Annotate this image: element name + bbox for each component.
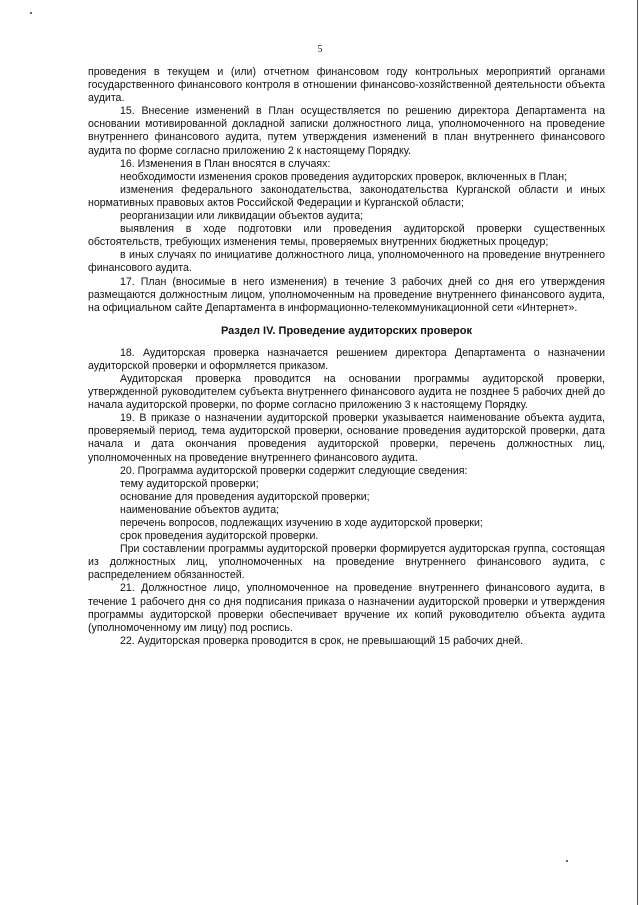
paragraph-20: 20. Программа аудиторской проверки содержит следующие сведения: [120, 464, 468, 477]
scan-edge-line [637, 0, 638, 905]
scan-speck [30, 12, 32, 14]
paragraph-19: 19. В приказе о назначении аудиторской проверки указывается наименование объекта аудита, проверяемый период, тема аудиторской проверки, основание проведения аудиторской проверки, дата начала и дата окончания проведения аудиторской проверки, перечень должностных лиц, уполномоченных на проведение внутреннего финансового аудита. [88, 412, 605, 464]
list-item-case-4: выявления в ходе подготовки или проведения аудиторской проверки существенных обстоятельств, требующих изменения темы, проверяемых внутренних бюджетных процедур; [88, 223, 605, 249]
paragraph-18-program: Аудиторская проверка проводится на основании программы аудиторской проверки, утвержденной руководителем субъекта внутреннего финансового аудита не позднее 5 рабочих дней до начала аудиторской проверки, по форме согласно приложению 3 к настоящему Порядку. [88, 372, 605, 412]
paragraph-21: 21. Должностное лицо, уполномоченное на проведение внутреннего финансового аудита, в течение 1 рабочего дня со дня подписания приказа о назначении аудиторской проверки и утверждения программы аудиторской проверки обеспечивает вручение их копий руководителю объекта аудита (уполномоченному им лицу) под роспись. [88, 582, 605, 634]
list-item-program-1: тему аудиторской проверки; [120, 477, 259, 490]
list-item-program-5: срок проведения аудиторской проверки. [120, 530, 319, 543]
paragraph-18: 18. Аудиторская проверка назначается решением директора Департамента о назначении аудиторской проверки и оформляется приказом. [88, 346, 605, 372]
section-heading: Раздел IV. Проведение аудиторских проверок [220, 324, 473, 337]
paragraph-15: 15. Внесение изменений в План осуществляется по решению директора Департамента на основании мотивированной докладной записки должностного лица, уполномоченного на проведение внутреннего финансового аудита, путем утверждения изменений в план внутреннего финансового аудита по форме согласно приложению 2 к настоящему Порядку. [88, 105, 605, 157]
page-number: 5 [317, 44, 323, 55]
document-body [88, 66, 605, 648]
list-item-program-2: основание для проведения аудиторской проверки; [120, 490, 370, 503]
paragraph-17: 17. План (вносимые в него изменения) в течение 3 рабочих дней со дня его утверждения размещаются должностным лицом, уполномоченным на проведение внутреннего финансового аудита, на официальном сайте Департамента в информационно-телекоммуникационной сети «Интернет». [88, 275, 605, 314]
paragraph-20-group: При составлении программы аудиторской проверки формируется аудиторская группа, состоящая из должностных лиц, уполномоченных на проведение внутреннего финансового аудита, с распределением обязанностей. [88, 543, 605, 582]
list-item-program-3: наименование объектов аудита; [120, 503, 280, 516]
list-item-program-4: перечень вопросов, подлежащих изучению в ходе аудиторской проверки; [120, 517, 483, 529]
scan-speck [566, 860, 568, 862]
paragraph-16: 16. Изменения в План вносятся в случаях: [120, 157, 331, 170]
paragraph-22: 22. Аудиторская проверка проводится в срок, не превышающий 15 рабочих дней. [120, 634, 524, 647]
list-item-case-2: изменения федерального законодательства, законодательства Курганской области и иных нормативных правовых актов Российской Федерации и Курганской области; [88, 183, 605, 209]
paragraph-continuation: проведения в текущем и (или) отчетном финансовом году контрольных мероприятий органами государственного финансового контроля в отношении финансово-хозяйственной деятельности объекта аудита. [88, 66, 605, 105]
list-item-case-5: в иных случаях по инициативе должностного лица, уполномоченного на проведение внутреннего финансового аудита. [88, 249, 605, 275]
list-item-case-1: необходимости изменения сроков проведения аудиторских проверок, включенных в План; [120, 170, 568, 183]
list-item-case-3: реорганизации или ликвидации объектов аудита; [120, 210, 364, 223]
